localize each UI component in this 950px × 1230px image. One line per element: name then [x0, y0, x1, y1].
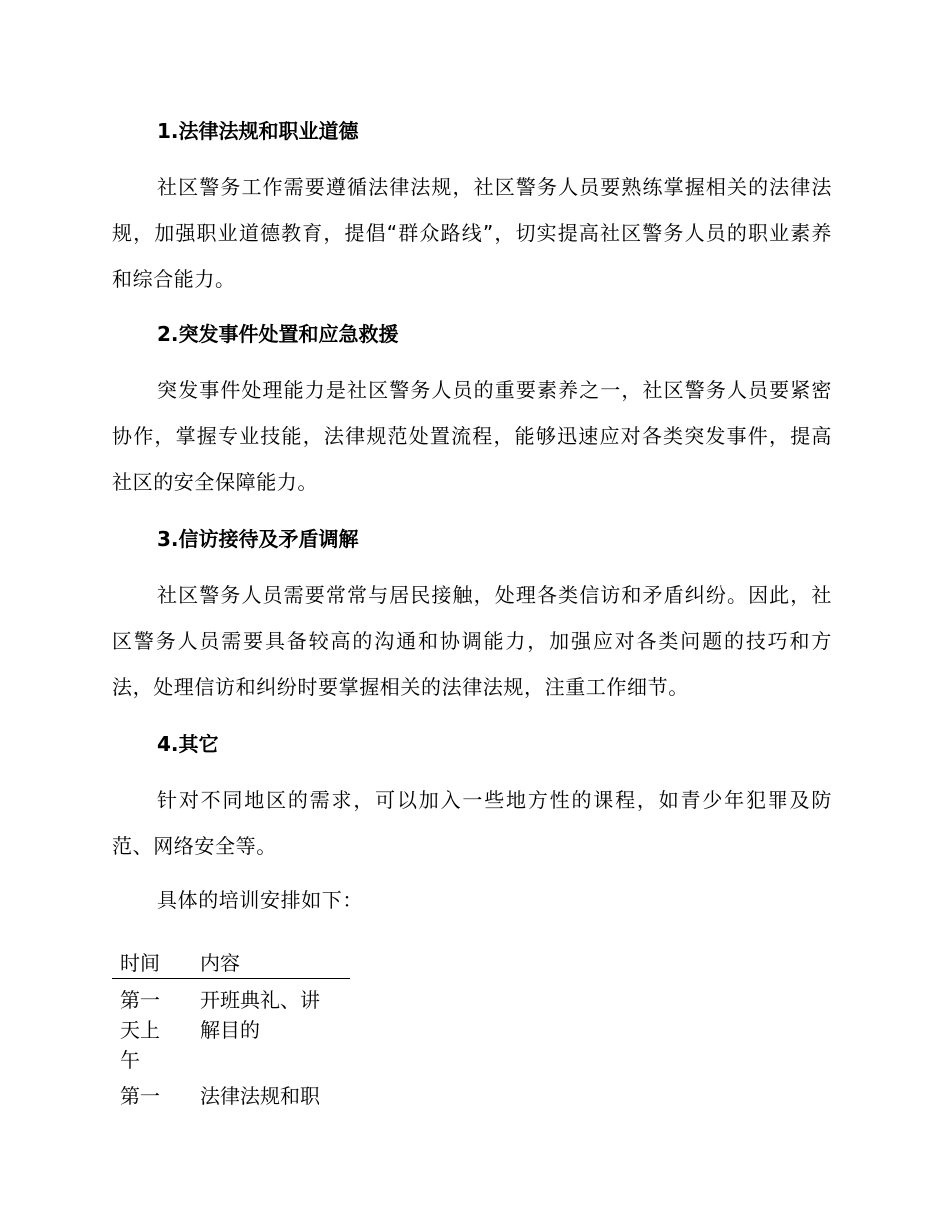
section-paragraph-1: 社区警务工作需要遵循法律法规，社区警务人员要熟练掌握相关的法律法规，加强职业道德教育，提倡“群众路线”，切实提高社区警务人员的职业素养和综合能力。	[112, 175, 832, 291]
section-paragraph-3: 社区警务人员需要常常与居民接触，处理各类信访和矛盾纠纷。因此，社区警务人员需要具备较高的沟通和协调能力，加强应对各类问题的技巧和方法，处理信访和纠纷时要掌握相关的法律法规，注重工作细节。	[112, 583, 832, 699]
section-heading-1: 1.法律法规和职业道德	[157, 119, 359, 143]
section-heading-3: 3.信访接待及矛盾调解	[157, 527, 359, 551]
section-paragraph-4: 针对不同地区的需求，可以加入一些地方性的课程，如青少年犯罪及防范、网络安全等。	[112, 788, 832, 858]
section-paragraph-2: 突发事件处理能力是社区警务人员的重要素养之一，社区警务人员要紧密协作，掌握专业技能，法律规范处置流程，能够迅速应对各类突发事件，提高社区的安全保障能力。	[112, 378, 832, 494]
table-row	[112, 1075, 350, 1111]
table-cell-content-text: 法律法规和职	[200, 1084, 320, 1108]
section-heading-2: 2.突发事件处置和应急救援	[157, 322, 399, 346]
table-cell-content-text: 开班典礼、讲解目的	[200, 988, 320, 1042]
table-cell-content	[192, 1075, 350, 1111]
table-header-content: 内容	[192, 946, 350, 979]
table-header-row	[112, 946, 350, 979]
table-row	[112, 979, 350, 1076]
schedule-table	[112, 946, 350, 1111]
schedule-intro: 具体的培训安排如下：	[157, 888, 363, 912]
table-cell-time	[112, 979, 192, 1076]
table-cell-content	[192, 979, 350, 1076]
table-cell-time	[112, 1075, 192, 1111]
table-cell-time-text: 第一天上午	[120, 988, 160, 1072]
table-header-time: 时间	[112, 946, 192, 979]
section-heading-4: 4.其它	[157, 732, 219, 756]
table-cell-time-text: 第一	[120, 1084, 160, 1108]
